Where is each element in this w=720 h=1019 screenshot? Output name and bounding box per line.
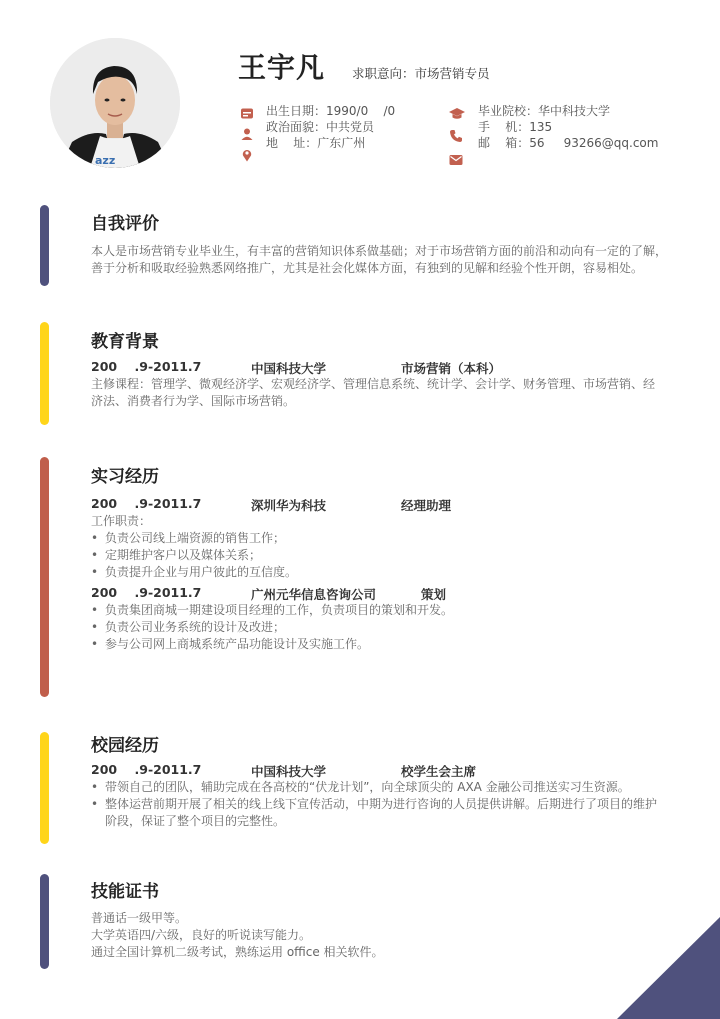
job1-duties: [91, 513, 691, 581]
education-date: 200 .9-2011.7: [91, 359, 202, 374]
envelope-icon: [449, 151, 463, 165]
section-bar-self-eval: [40, 205, 49, 286]
section-bar-campus: [40, 732, 49, 844]
phone-number: 手 机：135: [478, 120, 553, 134]
courses-line: 主修课程：管理学、微观经济学、宏观经济学、管理信息系统、统计学、会计学、财务管理、市场营销、经: [91, 377, 656, 391]
section-title-internship: 实习经历: [91, 467, 159, 487]
skill-line: 通过全国计算机二级考试，熟练运用 office 相关软件。: [91, 945, 384, 959]
job-intent: 求职意向：市场营销专员: [352, 66, 490, 81]
campus-school: 中国科技大学: [251, 764, 327, 779]
skill-line: 普通话一级甲等。: [91, 911, 188, 925]
section-title-education: 教育背景: [91, 332, 159, 352]
location-pin-icon: [240, 147, 254, 161]
list-item: • 整体运营前期开展了相关的线上线下宣传活动，中期为进行咨询的人员提供讲解。后期进行了项目的维护: [91, 796, 691, 813]
list-item: • 定期维护客户以及媒体关系；: [91, 547, 691, 564]
job2-position: 策划: [421, 587, 447, 602]
self-eval-text: [91, 243, 691, 277]
graduation-cap-icon: [449, 106, 463, 120]
phone-icon: [449, 128, 463, 142]
address: 地 址：广东广州: [266, 136, 366, 150]
avatar-photo: [50, 38, 180, 168]
job2-date: 200 .9-2011.7: [91, 585, 202, 600]
skill-line: 大学英语四/六级，良好的听说读写能力。: [91, 928, 312, 942]
campus-date: 200 .9-2011.7: [91, 762, 202, 777]
campus-details: [91, 779, 691, 830]
birth-date: 出生日期：1990/0 /0: [266, 104, 396, 118]
candidate-name: 王宇凡: [238, 51, 326, 84]
svg-text:azz: azz: [95, 154, 116, 167]
job2-company: 广州元华信息咨询公司: [251, 587, 377, 602]
skills-list: [91, 910, 611, 961]
self-eval-line: 本人是市场营销专业毕业生，有丰富的营销知识体系做基础；对于市场营销方面的前沿和动向有一定的了解，: [91, 244, 668, 258]
section-title-skills: 技能证书: [91, 882, 159, 902]
corner-triangle-decoration: [617, 917, 720, 1019]
person-icon: [240, 126, 254, 140]
job1-company: 深圳华为科技: [251, 498, 327, 513]
list-item-continuation: 阶段，保证了整个项目的完整性。: [105, 814, 286, 828]
list-item: • 带领自己的团队，辅助完成在各高校的“伏龙计划”，向全球顶尖的 AXA 金融公司推送实习生资源。: [91, 779, 691, 796]
list-item: • 参与公司网上商城系统产品功能设计及实施工作。: [91, 636, 691, 653]
list-item: • 负责集团商城一期建设项目经理的工作，负责项目的策划和开发。: [91, 602, 691, 619]
duty-label: 工作职责：: [91, 514, 152, 528]
education-major: 市场营销（本科）: [401, 361, 502, 376]
email-address: 邮 箱：56 93266@qq.com: [478, 136, 659, 150]
calendar-icon: [240, 105, 254, 119]
job1-position: 经理助理: [401, 498, 452, 513]
section-bar-internship: [40, 457, 49, 697]
avatar: [50, 38, 180, 168]
graduate-school: 毕业院校：华中科技大学: [478, 104, 611, 118]
self-eval-line: 善于分析和吸取经验熟悉网络推广，尤其是社会化媒体方面，有独到的见解和经验个性开朗，容易相处。: [91, 261, 644, 275]
section-title-self-eval: 自我评价: [91, 214, 159, 234]
section-bar-skills: [40, 874, 49, 969]
education-courses: [91, 376, 691, 410]
list-item: • 负责公司业务系统的设计及改进；: [91, 619, 691, 636]
campus-position: 校学生会主席: [401, 764, 477, 779]
job1-date: 200 .9-2011.7: [91, 496, 202, 511]
education-school: 中国科技大学: [251, 361, 327, 376]
list-item: • 负责公司线上端资源的销售工作；: [91, 530, 691, 547]
section-bar-education: [40, 322, 49, 425]
list-item: • 负责提升企业与用户彼此的互信度。: [91, 564, 691, 581]
courses-line: 济法、消费者行为学、国际市场营销。: [91, 394, 296, 408]
section-title-campus: 校园经历: [91, 736, 159, 756]
political-status: 政治面貌：中共党员: [266, 120, 375, 134]
job2-duties: [91, 602, 691, 653]
